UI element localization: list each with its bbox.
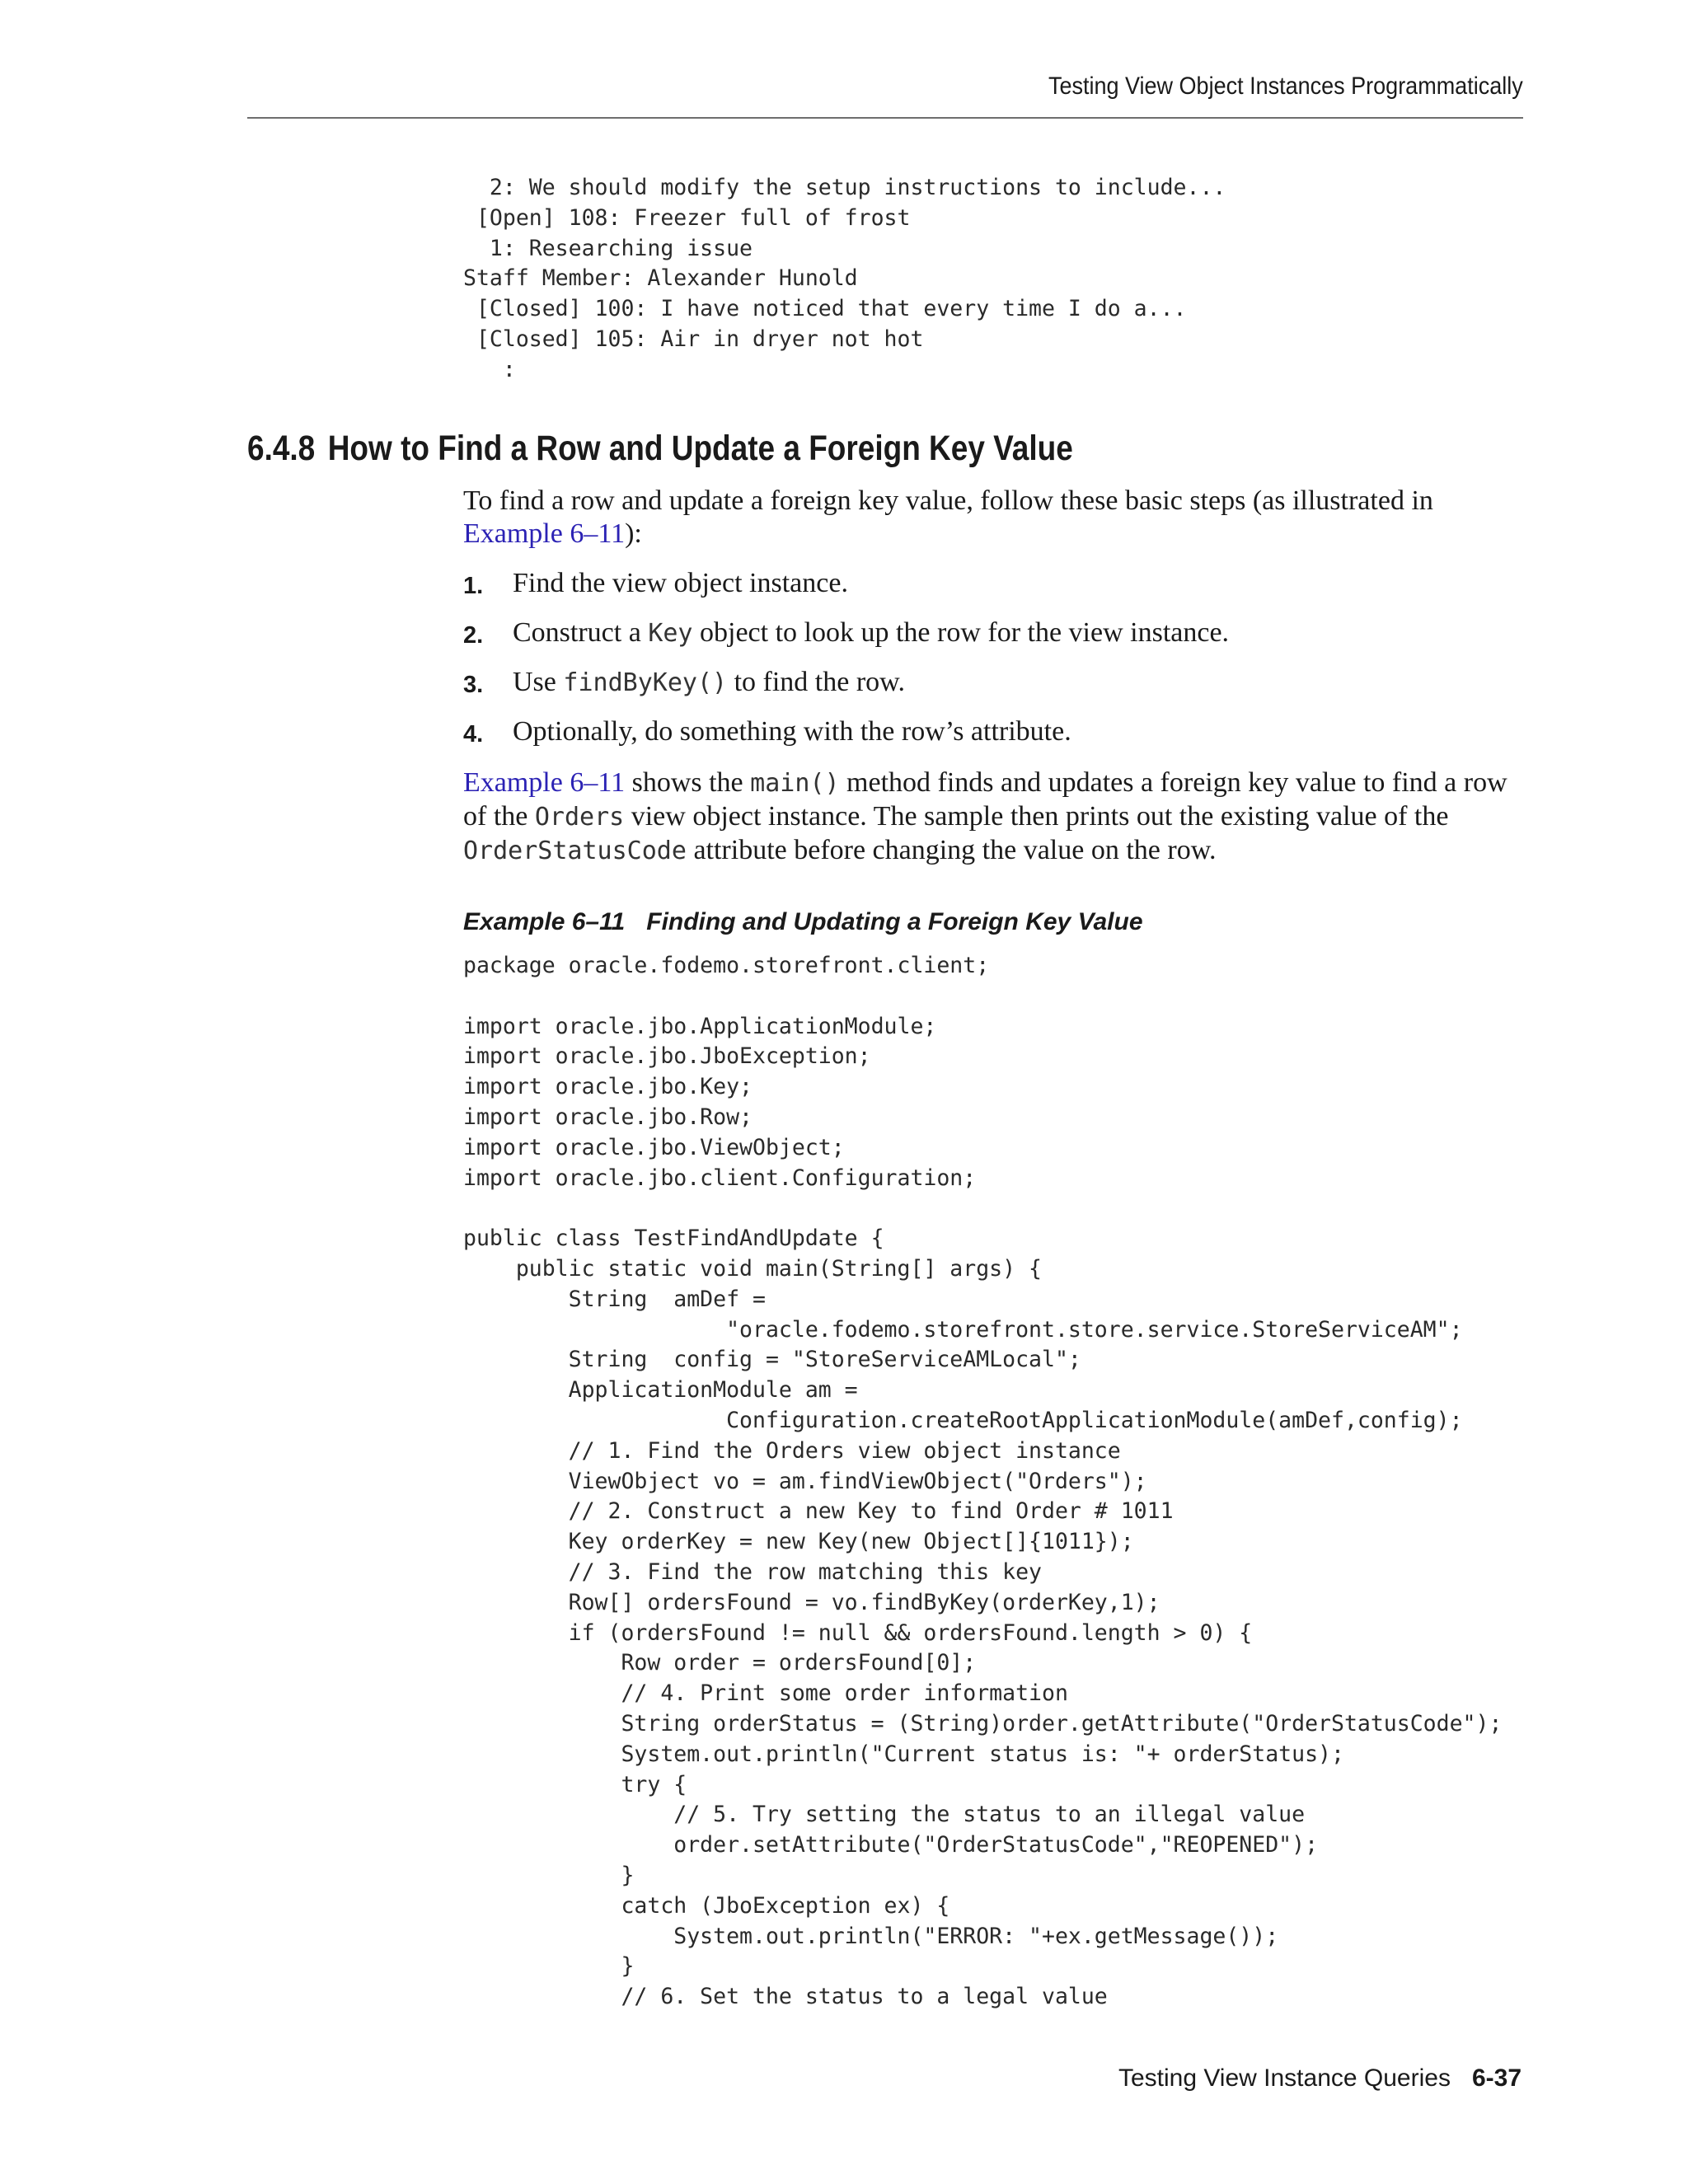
section-title: How to Find a Row and Update a Foreign Key Value: [327, 429, 1073, 468]
description-paragraph: [463, 766, 1535, 868]
step-item: [463, 567, 1229, 616]
intro-text: To find a row and update a foreign key value, follow these basic steps (as illustrated in: [463, 485, 1433, 516]
inline-code: main(): [750, 769, 840, 798]
running-header-title: Testing View Object Instances Programmatically: [1048, 73, 1523, 100]
output-code-block: 2: We should modify the setup instructions to include... [Open] 108: Freezer full of frost 1: Researching issue Staff Member: Alexander Hunold [Closed] 100: I have noticed that every time I do a... [Closed] 105: Air in dryer not hot :: [463, 175, 1226, 382]
step-text: Construct a: [513, 617, 649, 648]
step-text: Find the view object instance.: [513, 568, 848, 598]
running-header: [247, 73, 1523, 119]
step-number: 4.: [463, 721, 484, 748]
step-text: object to look up the row for the view instance.: [692, 617, 1230, 648]
example-title: Finding and Updating a Foreign Key Value: [646, 908, 1143, 935]
step-text: to find the row.: [727, 667, 905, 697]
description-text: method finds and updates a foreign key value to find a row of the: [463, 767, 1507, 832]
example-code-block: package oracle.fodemo.storefront.client; import oracle.jbo.ApplicationModule; import oracle.jbo.JboException; import oracle.jbo.Key; import oracle.jbo.Row; import oracle.jbo.ViewObject; import oracle.jbo.client.Configuration; public class TestFindAndUpdate { public static void main(String[] args) { String amDef = "oracle.fodemo.storefront.store.service.StoreServiceAM"; String config = "StoreServiceAMLocal"; ApplicationModule am = Configuration.createRootApplicationModule(amDef,config); // 1. Find the Orders view object instance ViewObject vo = am.findViewObject("Orders"); // 2. Construct a new Key to find Order # 1011 Key orderKey = new Key(new Object[]{1011}); // 3. Find the row matching this key Row[] ordersFound = vo.findByKey(orderKey,1); if (ordersFound != null && ordersFound.length > 0) { Row order = ordersFound[0]; // 4. Print some order information String orderStatus = (String)order.getAttribute("OrderStatusCode"); System.out.println("Current status is: "+ orderStatus); try { // 5. Try setting the status to an illegal value order.setAttribute("OrderStatusCode","REOPENED"); } catch (JboException ex) { System.out.println("ERROR: "+ex.getMessage()); } // 6. Set the status to a legal value: [463, 953, 1503, 2010]
inline-code: Orders: [534, 803, 625, 832]
step-item: [463, 616, 1229, 666]
footer-title: Testing View Instance Queries: [1118, 2064, 1451, 2092]
example-link[interactable]: Example 6–11: [463, 767, 626, 798]
step-item: [463, 715, 1229, 765]
example-caption: [463, 908, 1143, 936]
step-text: Optionally, do something with the row’s attribute.: [513, 716, 1071, 747]
step-item: [463, 666, 1229, 715]
description-text: shows the: [625, 767, 751, 798]
section-number: 6.4.8: [247, 429, 316, 468]
description-text: view object instance. The sample then prints out the existing value of the: [624, 801, 1449, 832]
step-text: Use: [513, 667, 564, 697]
description-text: attribute before changing the value on the row.: [686, 835, 1217, 865]
page-number: 6-37: [1471, 2064, 1522, 2092]
step-number: 2.: [463, 622, 484, 649]
inline-code: OrderStatusCode: [463, 837, 687, 865]
step-number: 3.: [463, 672, 484, 698]
steps-list: [463, 567, 1229, 765]
step-code: findByKey(): [563, 668, 728, 697]
section-heading: [247, 429, 1073, 469]
example-link[interactable]: Example 6–11: [463, 518, 626, 549]
intro-paragraph: [463, 485, 1526, 551]
step-number: 1.: [463, 573, 484, 599]
example-number: Example 6–11: [463, 908, 626, 935]
intro-text-end: ):: [625, 518, 642, 549]
page-footer: [1118, 2064, 1522, 2093]
step-code: Key: [648, 619, 693, 648]
